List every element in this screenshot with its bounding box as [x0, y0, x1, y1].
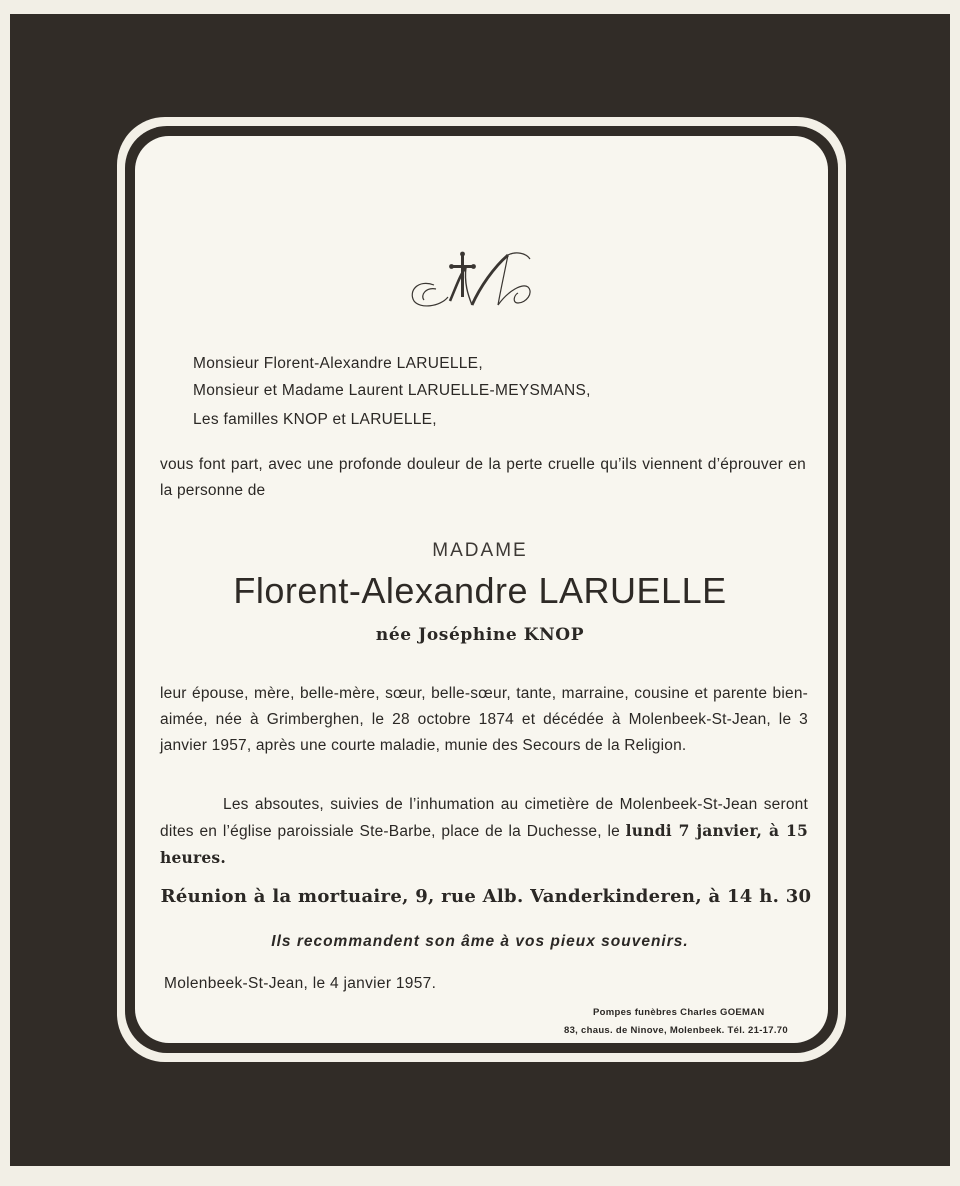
gathering-line: Réunion à la mortuaire, 9, rue Alb. Vanderkinderen, à 14 h. 30: [160, 886, 812, 907]
funeral-home-address: 83, chaus. de Ninove, Molenbeek. Tél. 21-17.70: [564, 1025, 788, 1036]
place-date: Molenbeek-St-Jean, le 4 janvier 1957.: [164, 975, 437, 992]
funeral-home-name: Pompes funèbres Charles GOEMAN: [593, 1007, 765, 1018]
cross-m-monogram-icon: [404, 245, 548, 319]
announcer-line: Les familles KNOP et LARUELLE,: [193, 411, 437, 428]
biography-paragraph: leur épouse, mère, belle-mère, sœur, belle-sœur, tante, marraine, cousine et parente bien-aimée, née à Grimberghen, le 28 octobre 1874 et décédée à Molenbeek-St-Jean, le 3 janvier 1957, après une courte maladie, munie des Secours de la Religion.: [160, 685, 808, 754]
recommendation-line: Ils recommandent son âme à vos pieux souvenirs.: [271, 933, 689, 950]
announcer-line: Monsieur et Madame Laurent LARUELLE-MEYSMANS,: [193, 382, 591, 399]
service-text: Les absoutes, suivies de l’inhumation au cimetière de Molenbeek-St-Jean seront dites en l’église paroissiale Ste-Barbe, place de la Duchesse, le: [160, 796, 808, 840]
intro-paragraph: vous font part, avec une profonde douleur de la perte cruelle qu’ils viennent d’éprouver en la personne de: [160, 456, 806, 499]
service-paragraph: [160, 792, 808, 872]
deceased-title: MADAME: [432, 540, 528, 561]
deceased-birth-name: née Joséphine KNOP: [375, 625, 585, 645]
announcer-line: Monsieur Florent-Alexandre LARUELLE,: [193, 355, 483, 372]
deceased-name: Florent-Alexandre LARUELLE: [233, 570, 727, 611]
service-date: lundi 7 janvier, à 15 heures.: [160, 821, 808, 867]
